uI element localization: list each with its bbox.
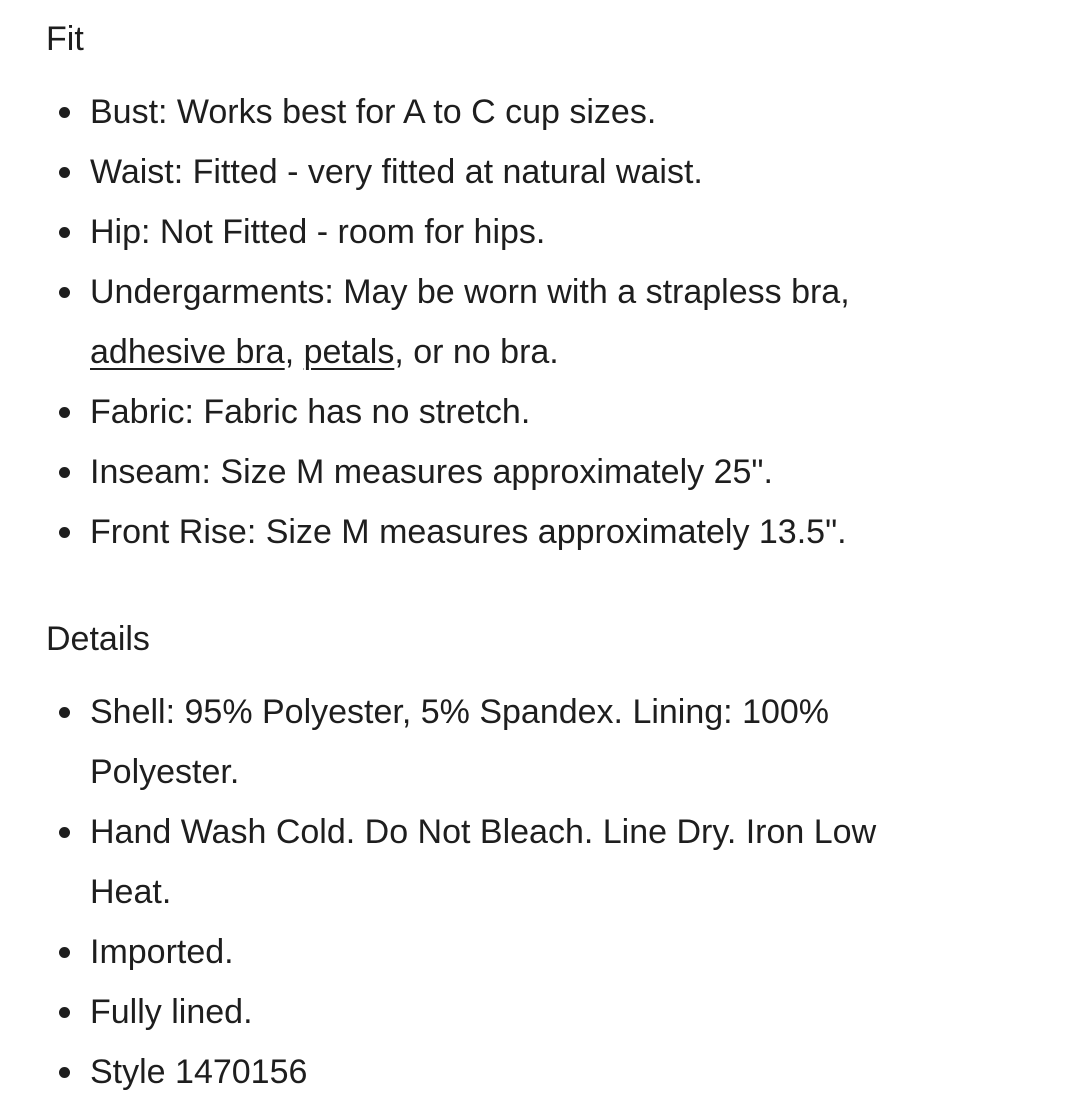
bullet-icon	[59, 407, 70, 418]
fit-heading: Fit	[46, 20, 84, 58]
details-imported-text: Imported.	[90, 933, 234, 971]
fit-undergarments-suffix: , or no bra.	[394, 333, 559, 371]
list-item	[46, 262, 1036, 382]
bullet-icon	[59, 527, 70, 538]
fit-section	[46, 16, 1036, 562]
details-shell-text: Shell: 95% Polyester, 5% Spandex. Lining: 100% Polyester.	[90, 693, 830, 791]
bullet-icon	[59, 947, 70, 958]
details-style-text: Style 1470156	[90, 1053, 308, 1091]
fit-hip-text: Hip: Not Fitted - room for hips.	[90, 213, 546, 251]
list-item	[46, 922, 1036, 982]
details-care-text: Hand Wash Cold. Do Not Bleach. Line Dry. Iron Low Heat.	[90, 813, 877, 911]
list-item	[46, 502, 1036, 562]
list-item	[46, 442, 1036, 502]
details-list	[46, 682, 1036, 1102]
fit-inseam-text: Inseam: Size M measures approximately 25".	[90, 453, 773, 491]
fit-waist-text: Waist: Fitted - very fitted at natural waist.	[90, 153, 703, 191]
adhesive-bra-link[interactable]: adhesive bra	[90, 333, 285, 371]
bullet-icon	[59, 287, 70, 298]
fit-bust-text: Bust: Works best for A to C cup sizes.	[90, 93, 657, 131]
bullet-icon	[59, 227, 70, 238]
list-item	[46, 202, 1036, 262]
list-item	[46, 682, 970, 802]
fit-undergarments-text: Undergarments: May be worn with a strapless bra,	[90, 273, 850, 311]
list-item	[46, 1042, 1036, 1102]
bullet-icon	[59, 827, 70, 838]
fit-front-rise-text: Front Rise: Size M measures approximately 13.5".	[90, 513, 847, 551]
bullet-icon	[59, 107, 70, 118]
list-item	[46, 982, 1036, 1042]
bullet-icon	[59, 707, 70, 718]
fit-fabric-text: Fabric: Fabric has no stretch.	[90, 393, 531, 431]
bullet-icon	[59, 167, 70, 178]
bullet-icon	[59, 1007, 70, 1018]
list-item	[46, 142, 1036, 202]
list-item	[46, 802, 960, 922]
bullet-icon	[59, 1067, 70, 1078]
list-item	[46, 82, 1036, 142]
details-section	[46, 616, 1036, 1102]
link-separator: ,	[284, 333, 304, 371]
details-lined-text: Fully lined.	[90, 993, 253, 1031]
bullet-icon	[59, 467, 70, 478]
list-item	[46, 382, 1036, 442]
fit-list	[46, 82, 1036, 562]
petals-link[interactable]: petals	[303, 333, 395, 371]
details-heading: Details	[46, 620, 150, 658]
